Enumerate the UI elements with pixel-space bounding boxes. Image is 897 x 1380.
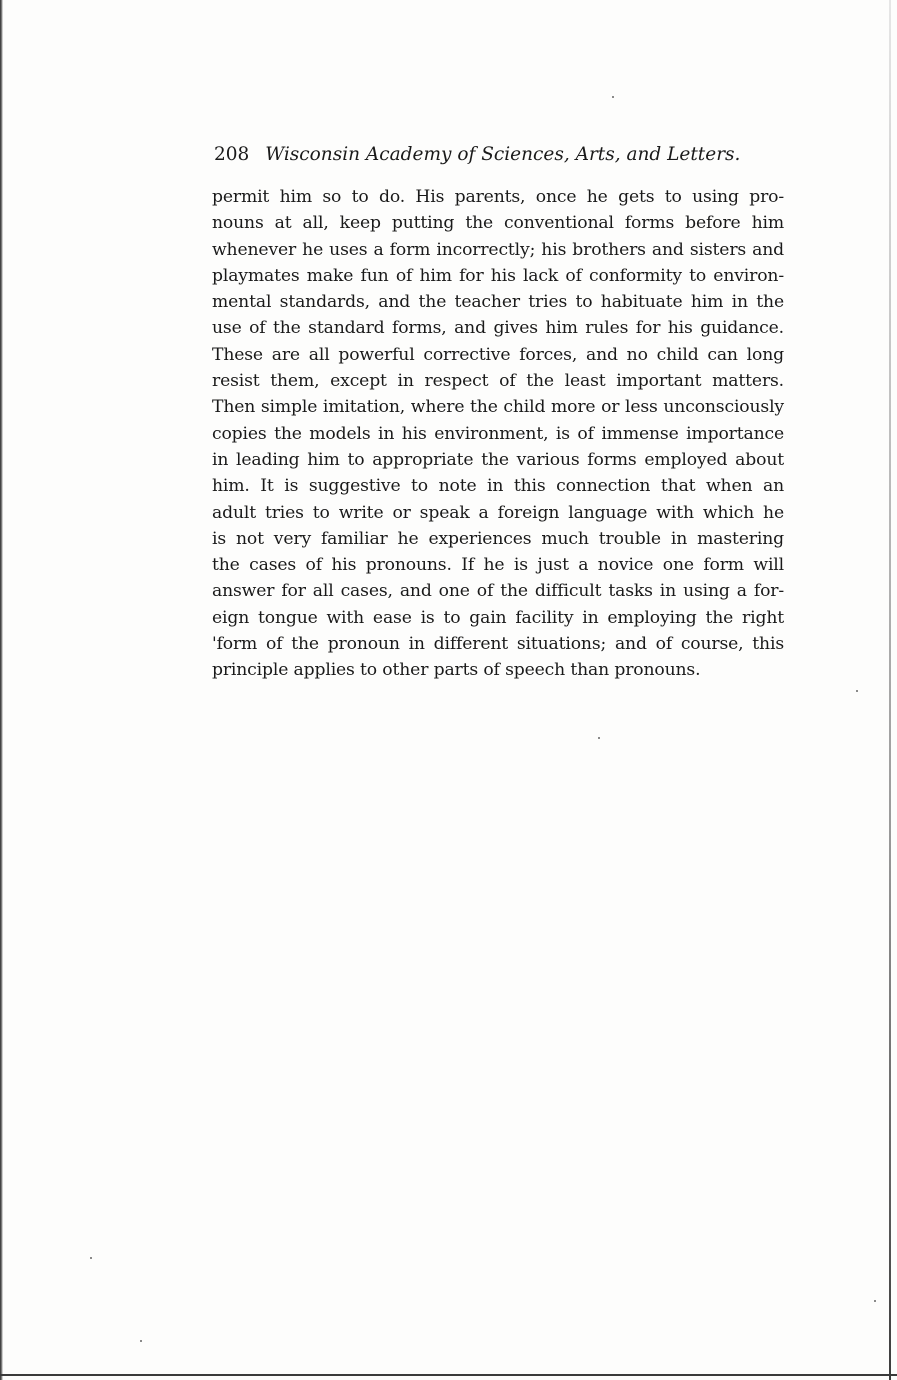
scan-speck	[612, 96, 614, 98]
text-line: him. It is suggestive to note in this connection that when an	[212, 476, 784, 497]
text-line: permit him so to do. His parents, once he gets to using pro-	[212, 187, 784, 207]
text-line-last: principle applies to other parts of speech than pronouns.	[212, 660, 701, 681]
scan-edge-left	[0, 0, 3, 1380]
scan-speck	[598, 737, 600, 739]
scan-speck	[856, 690, 858, 692]
text-line: resist them, except in respect of the least important matters.	[212, 371, 784, 392]
text-line: use of the standard forms, and gives him rules for his guidance.	[212, 318, 784, 339]
text-line: playmates make fun of him for his lack of conformity to environ-	[212, 265, 784, 286]
text-line: eign tongue with ease is to gain facility in employing the right	[212, 607, 784, 628]
journal-title: Wisconsin Academy of Sciences, Arts, and Letters.	[265, 144, 741, 165]
text-line: is not very familiar he experiences much trouble in mastering	[212, 528, 784, 549]
text-line: nouns at all, keep putting the conventional forms before him	[212, 213, 784, 234]
body-paragraph	[212, 184, 784, 684]
text-line: These are all powerful corrective forces, and no child can long	[212, 344, 784, 365]
text-line: in leading him to appropriate the various forms employed about	[212, 449, 784, 470]
text-line: Then simple imitation, where the child more or less unconsciously	[212, 397, 784, 418]
text-line: whenever he uses a form incorrectly; his brothers and sisters and	[212, 239, 784, 260]
scan-edge-right	[889, 0, 891, 1380]
text-line: 'form of the pronoun in different situations; and of course, this	[212, 634, 784, 655]
page-number: 208	[214, 144, 250, 165]
text-line: copies the models in his environment, is of immense importance	[212, 423, 784, 444]
scan-edge-bottom	[0, 1374, 897, 1376]
scan-speck	[90, 1257, 92, 1259]
scan-speck	[140, 1340, 142, 1342]
running-header	[214, 144, 744, 165]
text-line: adult tries to write or speak a foreign language with which he	[212, 502, 784, 523]
text-line: answer for all cases, and one of the difficult tasks in using a for-	[212, 581, 784, 602]
text-line: mental standards, and the teacher tries to habituate him in the	[212, 292, 784, 313]
scan-speck	[874, 1300, 876, 1302]
text-line: the cases of his pronouns. If he is just a novice one form will	[212, 555, 784, 576]
